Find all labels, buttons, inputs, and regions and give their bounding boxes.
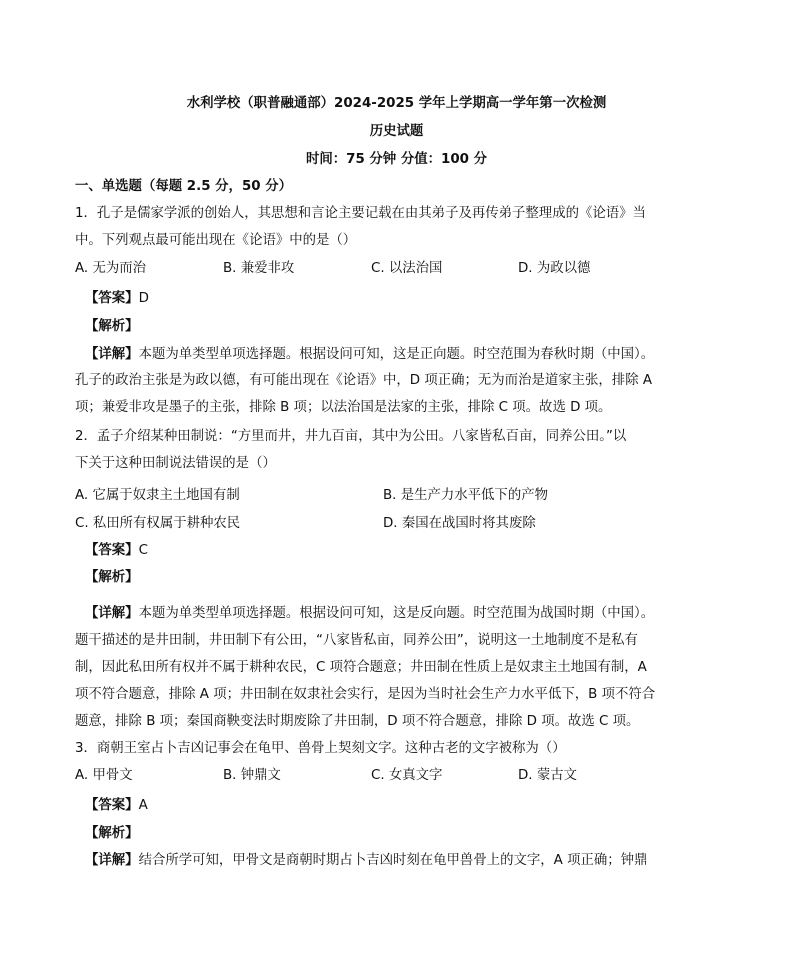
detail-text: 制，因此私田所有权并不属于耕种农民，C 项符合题意；井田制在性质上是奴隶主土地国有制，A [75, 660, 647, 675]
detail-line [85, 852, 647, 870]
option-d: D. 为政以德 [518, 261, 591, 276]
detail-text: 项不符合题意，排除 A 项；井田制在奴隶社会实行，是因为当时社会生产力水平低下，B 项不符合 [75, 687, 656, 702]
analysis-label: 【解析】 [85, 826, 139, 841]
answer-label: 【答案】 [85, 291, 139, 306]
option-a: A. 它属于奴隶主土地国有制 [75, 488, 240, 503]
detail-label: 【详解】 [85, 853, 139, 868]
detail-line [85, 346, 654, 364]
option-b: B. 是生产力水平低下的产物 [383, 488, 548, 503]
detail-text: 项；兼爱非攻是墨子的主张，排除 B 项；以法治国是法家的主张，排除 C 项。故选 D 项。 [75, 400, 612, 415]
answer-line [85, 797, 148, 815]
detail-text: 本题为单类型单项选择题。根据设问可知，这是正向题。时空范围为春秋时期（中国）。 [138, 347, 655, 362]
option-d: D. 蒙古文 [518, 768, 577, 783]
question-stem: 1．孔子是儒家学派的创始人，其思想和言论主要记载在由其弟子及再传弟子整理成的《论语》当 [75, 206, 646, 221]
exam-info: 时间：75 分钟 分值：100 分 [305, 152, 488, 167]
answer-label: 【答案】 [85, 543, 139, 558]
answer-value: C [138, 543, 148, 558]
detail-text: 题干描述的是井田制，井田制下有公田，“八家皆私亩，同养公田”，说明这一土地制度不是私有 [75, 633, 638, 648]
answer-line [85, 290, 149, 308]
detail-label: 【详解】 [85, 347, 139, 362]
option-c: C. 私田所有权属于耕种农民 [75, 516, 241, 531]
answer-label: 【答案】 [85, 798, 139, 813]
detail-text: 题意，排除 B 项；秦国商鞅变法时期废除了井田制，D 项不符合题意，排除 D 项。故选 C 项。 [75, 714, 640, 729]
option-c: C. 女真文字 [371, 768, 443, 783]
option-c: C. 以法治国 [371, 261, 443, 276]
analysis-label: 【解析】 [85, 319, 139, 334]
question-stem: 中。下列观点最可能出现在《论语》中的是（） [75, 233, 357, 248]
analysis-label: 【解析】 [85, 570, 139, 585]
option-a: A. 无为而治 [75, 261, 146, 276]
answer-value: D [138, 291, 149, 306]
option-d: D. 秦国在战国时将其废除 [383, 516, 536, 531]
detail-label: 【详解】 [85, 606, 139, 621]
question-stem: 下关于这种田制说法错误的是（） [75, 456, 276, 471]
answer-value: A [138, 798, 148, 813]
question-stem: 2．孟子介绍某种田制说：“方里而井，井九百亩，其中为公田。八家皆私百亩，同养公田。”以 [75, 429, 627, 444]
detail-line [85, 605, 654, 623]
subject-title: 历史试题 [369, 124, 424, 139]
section-title: 一、单选题（每题 2.5 分，50 分） [75, 179, 293, 194]
detail-text: 结合所学可知，甲骨文是商朝时期占卜吉凶时刻在龟甲兽骨上的文字，A 项正确；钟鼎 [138, 853, 648, 868]
exam-title: 水利学校（职普融通部）2024-2025 学年上学期高一学年第一次检测 [186, 96, 607, 111]
detail-text: 孔子的政治主张是为政以德，有可能出现在《论语》中，D 项正确；无为而治是道家主张，排除 A [75, 373, 652, 388]
answer-line [85, 542, 148, 560]
option-a: A. 甲骨文 [75, 768, 133, 783]
detail-text: 本题为单类型单项选择题。根据设问可知，这是反向题。时空范围为战国时期（中国）。 [138, 606, 655, 621]
question-stem: 3．商朝王室占卜吉凶记事会在龟甲、兽骨上契刻文字。这种古老的文字被称为（） [75, 741, 566, 756]
option-b: B. 兼爱非攻 [223, 261, 295, 276]
option-b: B. 钟鼎文 [223, 768, 281, 783]
